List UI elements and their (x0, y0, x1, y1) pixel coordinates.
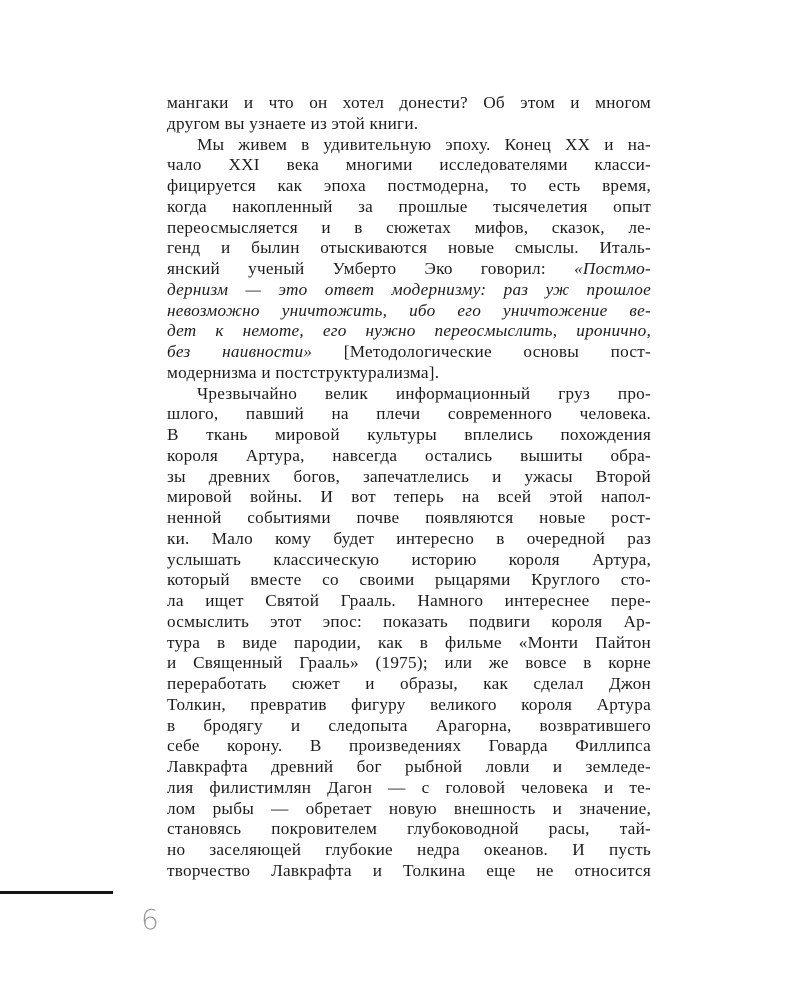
text-line (167, 612, 651, 633)
text-segment-italic: дет к немоте, его нужно переосмыслить, иронично, (167, 321, 651, 341)
text-segment: зы древних богов, запечатлелись и ужасы Второй (167, 466, 651, 486)
text-line (167, 155, 651, 176)
text-segment: шлого, павший на плечи современного человека. (167, 404, 651, 424)
text-segment: янский ученый Умберто Эко говорил: (167, 259, 575, 278)
text-segment: Лавкрафта древний бог рыбной ловли и земледе- (167, 757, 651, 776)
text-line (167, 736, 651, 757)
text-segment: мировой войны. И вот теперь на всей этой напол- (167, 487, 651, 507)
text-segment: другом вы узнаете из этой книги. (167, 113, 419, 133)
footer-rule (0, 891, 113, 894)
text-segment: лия филистимлян Дагон — с головой человека и те- (167, 777, 651, 797)
text-segment-italic: без наивности» (167, 342, 344, 361)
text-segment: В ткань мировой культуры вплелись похождения (167, 425, 651, 444)
text-segment: лом рыбы — обретает новую внешность и значение, (167, 798, 651, 818)
text-line (167, 674, 651, 695)
text-line (167, 176, 651, 197)
text-line (167, 384, 651, 405)
text-line (167, 819, 651, 840)
text-segment: мангаки и что он хотел донести? Об этом и многом (167, 93, 651, 112)
text-line (167, 135, 651, 156)
text-segment: чало XXI века многими исследователями класси- (167, 155, 651, 175)
text-line (167, 114, 651, 135)
text-line (167, 197, 651, 218)
text-segment: в бродягу и следопыта Арагорна, возвратившего (167, 715, 651, 735)
text-line (167, 218, 651, 239)
text-segment: себе корону. В произведениях Говарда Филлипса (167, 736, 651, 756)
text-segment: генд и былин отыскиваются новые смыслы. Италь- (167, 238, 651, 258)
text-line (167, 301, 651, 322)
text-segment: ненной событиями почве появляются новые рост- (167, 508, 651, 527)
text-line (167, 404, 651, 425)
text-line (167, 840, 651, 861)
text-line (167, 695, 651, 716)
text-line (167, 259, 651, 280)
text-segment: осмыслить этот эпос: показать подвиги короля Ар- (167, 611, 651, 631)
text-segment: который вместе со своими рыцарями Круглого сто- (167, 570, 651, 590)
text-line (167, 487, 651, 508)
text-segment: Мы живем в удивительную эпоху. Конец XX и на- (197, 134, 651, 154)
text-segment: ки. Мало кому будет интересно в очередной раз (167, 528, 651, 548)
text-segment-italic: «Постмо- (574, 259, 651, 278)
text-segment: и Священный Грааль» (1975); или же вовсе в корне (167, 653, 651, 673)
text-segment-italic: невозможно уничтожить, ибо его уничтожение ве- (167, 300, 651, 320)
text-segment: фицируется как эпоха постмодерна, то есть время, (167, 176, 651, 195)
text-segment: услышать классическую историю короля Артура, (167, 549, 651, 569)
text-line (167, 550, 651, 571)
text-segment: переосмысляется и в сюжетах мифов, сказок, ле- (167, 217, 651, 237)
text-line (167, 778, 651, 799)
text-block (167, 93, 651, 882)
text-line (167, 93, 651, 114)
text-line (167, 591, 651, 612)
text-segment: тура в виде пародии, как в фильме «Монти Пайтон (167, 632, 651, 652)
page-number: 6 (141, 903, 160, 936)
text-segment: [Методологические основы пост- (343, 342, 651, 361)
text-line (167, 363, 651, 384)
text-line (167, 280, 651, 301)
text-line (167, 570, 651, 591)
text-segment: но заселяющей глубокие недра океанов. И пусть (167, 840, 651, 859)
text-segment: творчество Лавкрафта и Толкина еще не относится (167, 860, 651, 880)
text-segment: переработать сюжет и образы, как сделал Джон (167, 674, 651, 693)
text-line (167, 633, 651, 654)
text-segment: модернизма и постструктурализма]. (167, 362, 440, 382)
text-line (167, 716, 651, 737)
text-line (167, 757, 651, 778)
text-line (167, 653, 651, 674)
text-segment: когда накопленный за прошлые тысячелетия опыт (167, 196, 651, 216)
text-line (167, 467, 651, 488)
text-line (167, 529, 651, 550)
text-line (167, 238, 651, 259)
text-line (167, 508, 651, 529)
text-segment: Чрезвычайно велик информационный груз про- (197, 383, 651, 403)
text-line (167, 799, 651, 820)
text-segment: ла ищет Святой Грааль. Намного интереснее пере- (167, 591, 651, 610)
text-segment: короля Артура, навсегда остались вышиты обра- (167, 445, 651, 465)
text-line (167, 321, 651, 342)
text-line (167, 425, 651, 446)
text-segment-italic: дернизм — это ответ модернизму: раз уж прошлое (167, 279, 651, 299)
text-segment: Толкин, превратив фигуру великого короля Артура (167, 694, 651, 714)
text-segment: становясь покровителем глубоководной расы, тай- (167, 819, 651, 839)
text-line (167, 446, 651, 467)
text-line (167, 342, 651, 363)
text-line (167, 861, 651, 882)
